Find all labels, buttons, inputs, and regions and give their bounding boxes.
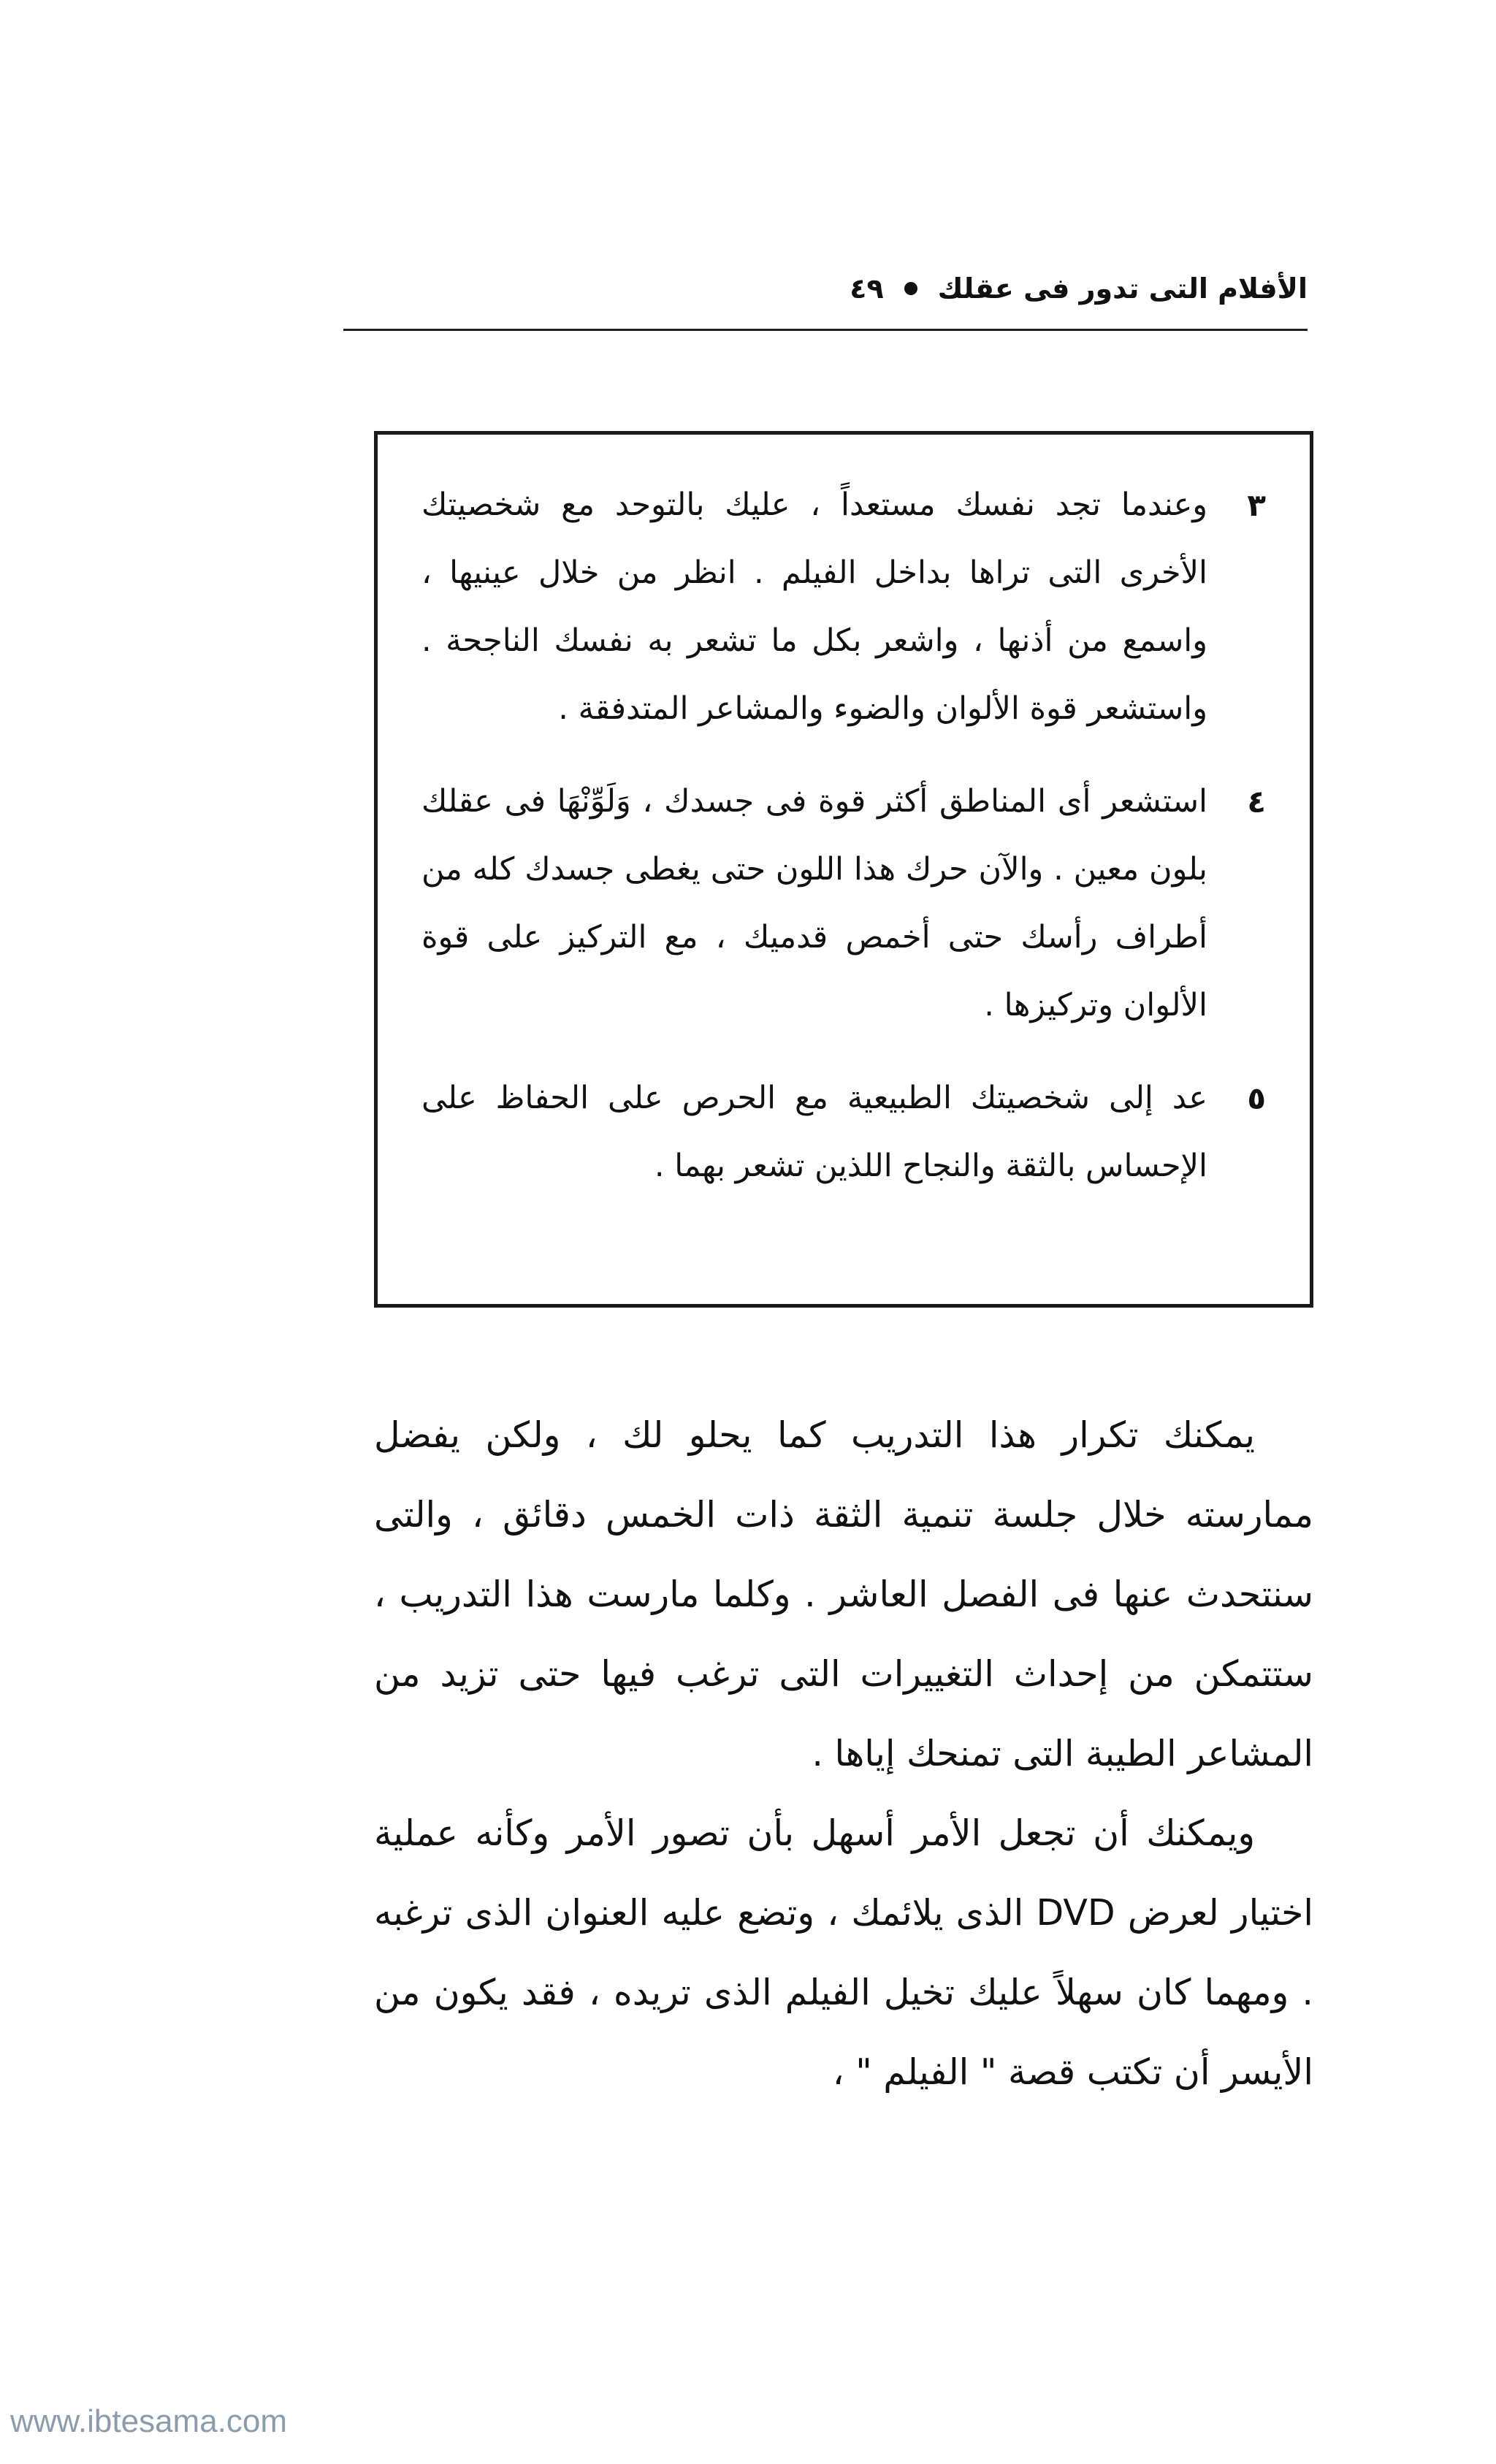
step-text: عد إلى شخصيتك الطبيعية مع الحرص على الحفاظ على الإحساس بالثقة والنجاح اللذين تشعر بهما . bbox=[421, 1080, 1207, 1184]
header-title: الأفلام التى تدور فى عقلك bbox=[937, 272, 1308, 305]
body-paragraph: يمكنك تكرار هذا التدريب كما يحلو لك ، ولكن يفضل ممارسته خلال جلسة تنمية الثقة ذات الخمس دقائق ، والتى سنتحدث عنها فى الفصل العاشر . وكلما مارست هذا التدريب ، ستتمكن من إحداث التغييرات التى ترغب فيها حتى تزيد من المشاعر الطيبة التى تمنحك إياها . bbox=[374, 1414, 1313, 1774]
step-item bbox=[421, 768, 1266, 1040]
step-text: وعندما تجد نفسك مستعداً ، عليك بالتوحد مع شخصيتك الأخرى التى تراها بداخل الفيلم . انظر من خلال عينيها ، واسمع من أذنها ، واشعر بكل ما تشعر به نفسك الناجحة . واستشعر قوة الألوان والضوء والمشاعر المتدفقة . bbox=[421, 487, 1207, 727]
step-item bbox=[421, 471, 1266, 743]
step-item bbox=[421, 1064, 1266, 1200]
step-number: ٥ bbox=[1247, 1080, 1266, 1116]
step-number: ٣ bbox=[1247, 487, 1266, 523]
header-divider bbox=[343, 329, 1308, 331]
body-paragraph: ويمكنك أن تجعل الأمر أسهل بأن تصور الأمر وكأنه عملية اختيار لعرض DVD الذى يلائمك ، وتضع عليه العنوان الذى ترغبه . ومهما كان سهلاً عليك تخيل الفيلم الذى تريده ، فقد يكون من الأيسر أن تكتب قصة " الفيلم " ، bbox=[374, 1812, 1313, 2093]
footer-watermark-url: www.ibtesama.com bbox=[10, 2403, 288, 2439]
steps-box bbox=[374, 431, 1313, 1308]
page-number: ٤٩ bbox=[850, 272, 884, 305]
step-text: استشعر أى المناطق أكثر قوة فى جسدك ، وَلَوِّنْهَا فى عقلك بلون معين . والآن حرك هذا اللون حتى يغطى جسدك كله من أطراف رأسك حتى أخمص قدميك ، مع التركيز على قوة الألوان وتركيزها . bbox=[421, 783, 1207, 1023]
bullet-icon bbox=[904, 282, 917, 295]
body-text bbox=[374, 1395, 1313, 2112]
running-header bbox=[343, 263, 1308, 314]
step-number: ٤ bbox=[1247, 784, 1266, 820]
